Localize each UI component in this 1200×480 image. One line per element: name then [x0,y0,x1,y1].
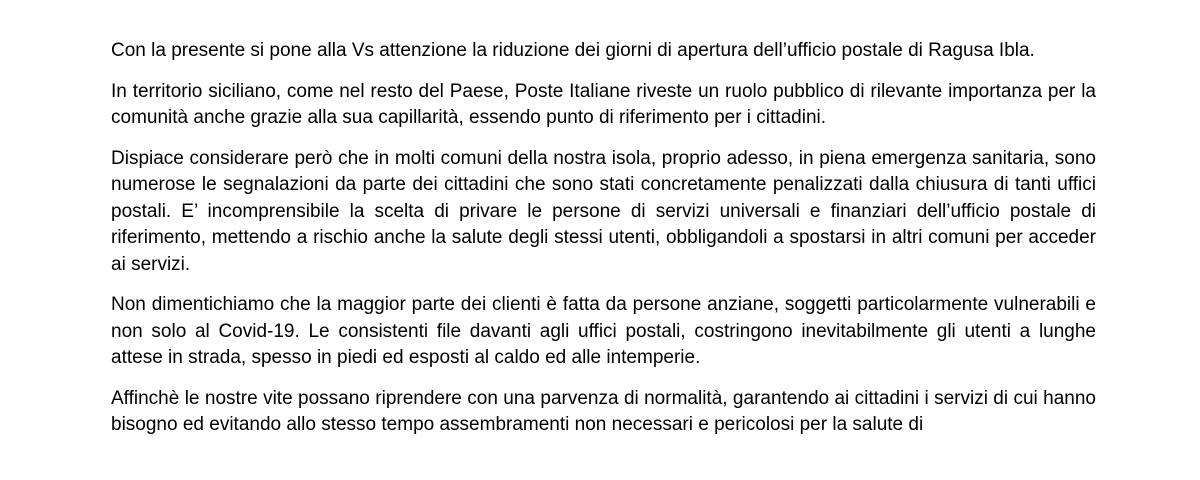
paragraph-normality: Affinchè le nostre vite possano riprendere con una parvenza di normalità, garantendo ai cittadini i servizi di cui hanno bisogno ed evitando allo stesso tempo assembramenti non necessari e pericolosi per la salute di [111,387,1096,435]
paragraph-intro: Con la presente si pone alla Vs attenzione la riduzione dei giorni di apertura dell’ufficio postale di Ragusa Ibla. [111,40,1035,61]
document-body [111,38,1096,453]
paragraph-territory: In territorio siciliano, come nel resto del Paese, Poste Italiane riveste un ruolo pubblico di rilevante importanza per la comunità anche grazie alla sua capillarità, essendo punto di riferimento per i cittadini. [111,80,1096,128]
paragraph-closures: Dispiace considerare però che in molti comuni della nostra isola, proprio adesso, in piena emergenza sanitaria, sono numerose le segnalazioni da parte dei cittadini che sono stati concretamente penalizzati dalla chiusura di tanti uffici postali. E’ incomprensibile la scelta di privare le persone di servizi universali e finanziari dell’ufficio postale di riferimento, mettendo a rischio anche la salute degli stessi utenti, obbligandoli a spostarsi in altri comuni per acceder ai servizi. [111,147,1096,275]
paragraph-elderly: Non dimentichiamo che la maggior parte dei clienti è fatta da persone anziane, soggetti particolarmente vulnerabili e non solo al Covid-19. Le consistenti file davanti agli uffici postali, costringono inevitabilmente gli utenti a lunghe attese in strada, spesso in piedi ed esposti al caldo ed alle intemperie. [111,294,1096,368]
